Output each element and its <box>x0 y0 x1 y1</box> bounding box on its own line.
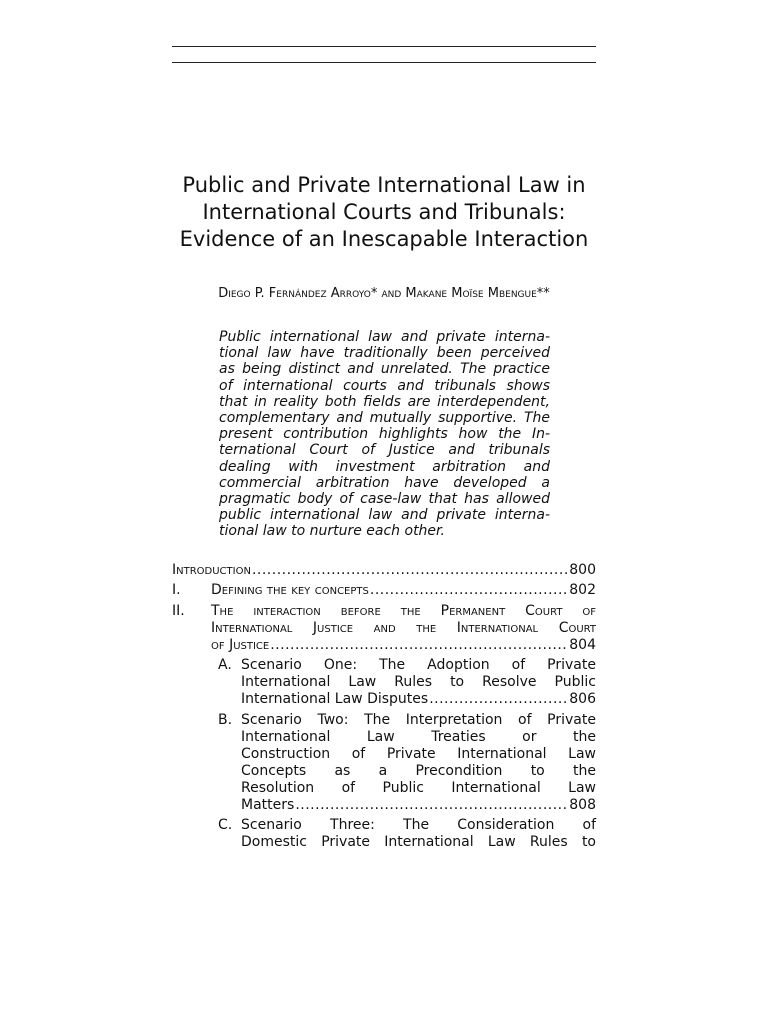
toc-entry-label-line: International Justice and the International Court <box>211 620 596 636</box>
title-line: International Courts and Tribunals: <box>202 200 566 224</box>
toc-subentry-line: Resolution of Public International Law <box>241 780 596 796</box>
toc-subentry-line: Scenario Three: The Consideration of <box>241 817 596 833</box>
toc-entry-label-line: The interaction before the Permanent Court of <box>211 603 596 619</box>
abstract-line: tional law have traditionally been perceived <box>219 345 550 362</box>
toc-subentry-line: International Law Disputes <box>241 691 429 707</box>
abstract-line: tional law to nurture each other. <box>219 523 445 540</box>
toc-page-number: 806 <box>569 691 596 707</box>
header-rule-top <box>172 46 596 47</box>
toc-entry-label: Introduction <box>172 562 251 578</box>
abstract-line: commercial arbitration have developed a <box>219 474 550 491</box>
toc-subentry-letter: A. <box>218 657 232 673</box>
toc-entry-introduction[interactable] <box>172 562 596 578</box>
toc-subentry-line: International Law Rules to Resolve Public <box>241 674 596 690</box>
toc-page-number: 804 <box>569 637 596 653</box>
toc-subentry-line: Construction of Private International Law <box>241 746 596 762</box>
abstract-line: dealing with investment arbitration and <box>219 458 550 475</box>
toc-subentry-line: Domestic Private International Law Rules to <box>241 834 596 850</box>
toc-subentry-line: International Law Treaties or the <box>241 729 596 745</box>
title-line: Public and Private International Law in <box>182 173 586 197</box>
toc-subentry-line: Scenario One: The Adoption of Private <box>241 657 596 673</box>
abstract-line: present contribution highlights how the In- <box>219 426 550 443</box>
toc-page-number: 802 <box>569 582 596 598</box>
abstract-line: complementary and mutually supportive. The <box>219 410 550 427</box>
abstract-line: Public international law and private interna- <box>219 329 550 345</box>
toc-leader-dots <box>295 797 568 814</box>
toc-subentry-letter: B. <box>218 712 233 728</box>
abstract-line: of international courts and tribunals shows <box>219 377 550 394</box>
toc-subentry-letter: C. <box>218 817 233 833</box>
toc-subentry-line: Scenario Two: The Interpretation of Private <box>241 712 596 728</box>
header-rule-bottom <box>172 62 596 63</box>
abstract-line: as being distinct and unrelated. The practice <box>219 361 550 378</box>
toc-page-number: 808 <box>569 797 596 813</box>
toc-leader-dots <box>370 582 568 598</box>
toc-entry-part-2[interactable] <box>172 603 596 654</box>
toc-entry-label-line: of Justice <box>211 637 270 653</box>
toc-page-number: 800 <box>569 562 596 578</box>
toc-subentry-line: Matters <box>241 797 295 813</box>
toc-leader-dots <box>270 637 568 654</box>
toc-subentry-b[interactable] <box>218 712 596 814</box>
toc-entry-part-1[interactable] <box>172 582 596 598</box>
abstract-line: that in reality both fields are interdependent, <box>219 393 550 410</box>
toc-subentry-a[interactable] <box>218 657 596 708</box>
article-title <box>160 172 608 253</box>
abstract <box>219 329 550 540</box>
toc-leader-dots <box>429 691 568 708</box>
toc-entry-number: I. <box>172 582 181 598</box>
abstract-line: pragmatic body of case-law that has allowed <box>219 491 550 508</box>
toc-entry-number: II. <box>172 603 185 619</box>
toc-subentry-line: Concepts as a Precondition to the <box>241 763 596 779</box>
toc-leader-dots <box>252 562 568 578</box>
abstract-line: ternational Court of Justice and tribunals <box>219 442 550 459</box>
title-line: Evidence of an Inescapable Interaction <box>179 227 589 251</box>
toc-subentry-c[interactable] <box>218 817 596 851</box>
toc-entry-label: Defining the key concepts <box>211 582 369 598</box>
abstract-line: public international law and private interna- <box>219 507 550 524</box>
author-byline: Diego P. Fernández Arroyo* and Makane Moïse Mbengue** <box>218 286 550 301</box>
